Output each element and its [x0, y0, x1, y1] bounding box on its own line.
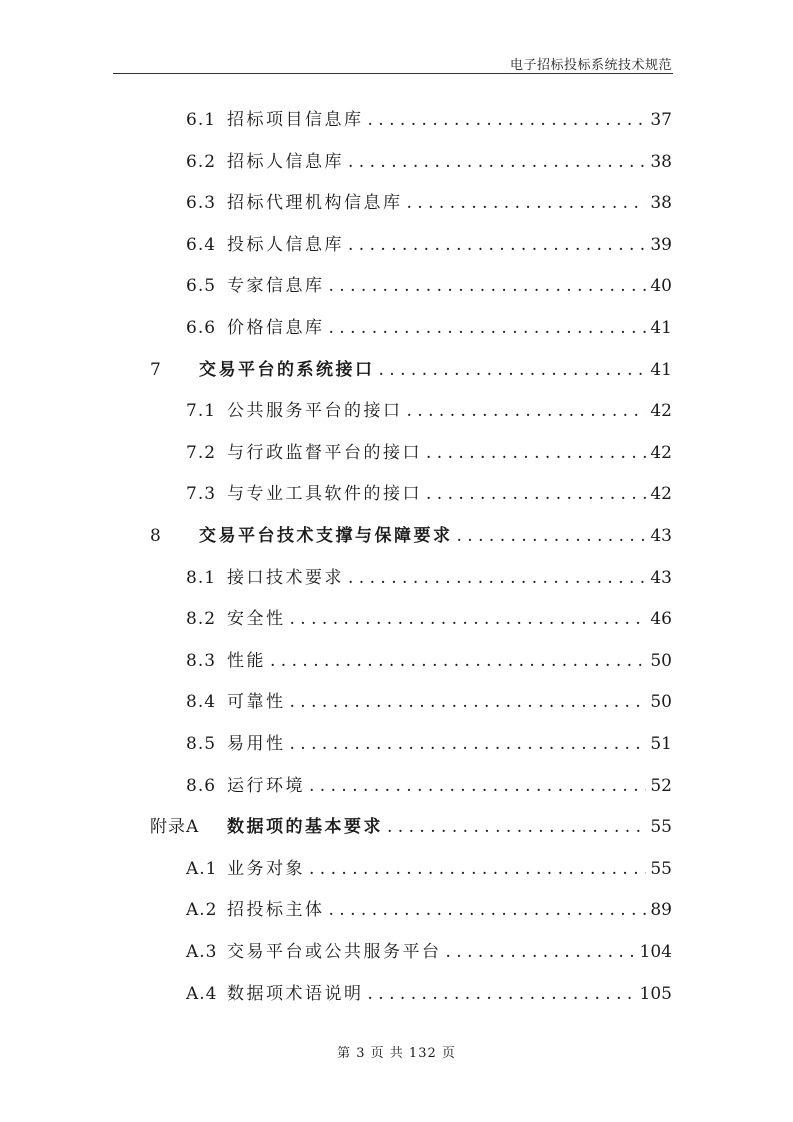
toc-entry-page: 41 [650, 359, 672, 380]
toc-entry[interactable] [150, 521, 672, 547]
toc-entry[interactable] [186, 105, 672, 131]
toc-leader-dots [309, 776, 646, 796]
toc-entry[interactable] [186, 147, 672, 173]
toc-entry-title: 招标项目信息库 [227, 110, 364, 130]
toc-entry-number: A.2 [186, 900, 218, 921]
page-footer: 第 3 页 共 132 页 [337, 1046, 456, 1061]
toc-leader-dots [407, 401, 647, 421]
toc-entry-number: 6.1 [186, 110, 217, 130]
toc-entry-title: 与行政监督平台的接口 [227, 442, 422, 463]
toc-leader-dots [446, 942, 636, 962]
toc-entry-page: 42 [650, 484, 672, 505]
toc-entry-number: 8.3 [186, 650, 217, 671]
toc-entry[interactable] [150, 355, 672, 381]
toc-entry-title: 可靠性 [227, 692, 286, 713]
toc-leader-dots [329, 276, 647, 296]
toc-entry-number: 6.3 [186, 193, 217, 214]
toc-entry[interactable] [186, 771, 672, 797]
toc-entry-title: 运行环境 [227, 775, 305, 796]
toc-leader-dots [368, 984, 636, 1004]
toc-entry[interactable] [186, 604, 672, 630]
toc-leader-dots [290, 734, 647, 754]
toc-entry-number: 附录A [150, 817, 200, 838]
toc-entry[interactable] [186, 396, 672, 422]
toc-leader-dots [426, 443, 646, 463]
toc-leader-dots [457, 526, 647, 546]
toc-leader-dots [348, 152, 646, 172]
toc-entry-number: 7 [150, 359, 162, 380]
toc-entry[interactable] [186, 687, 672, 713]
toc-entry-number: 6.5 [186, 276, 217, 297]
toc-entry-page: 50 [650, 692, 672, 713]
toc-entry[interactable] [186, 854, 672, 880]
toc-entry-title: 接口技术要求 [227, 567, 344, 588]
toc-entry-title: 安全性 [227, 609, 286, 630]
toc-entry-page: 52 [650, 775, 672, 796]
toc-entry-title: 招标人信息库 [227, 151, 344, 172]
toc-entry-number: 6.6 [186, 318, 217, 338]
toc-entry[interactable] [186, 313, 672, 339]
toc-leader-dots [387, 817, 646, 837]
toc-entry-title: 价格信息库 [227, 318, 325, 338]
toc-entry-title: 易用性 [227, 734, 286, 754]
toc-entry-page: 105 [639, 983, 672, 1004]
toc-leader-dots [290, 609, 647, 629]
toc-entry-page: 46 [650, 609, 672, 630]
toc-entry-title: 数据项的基本要求 [227, 817, 383, 838]
toc-entry[interactable] [186, 937, 672, 963]
toc-entry-page: 43 [650, 567, 672, 588]
toc-entry-title: 与专业工具软件的接口 [227, 484, 422, 505]
toc-entry-number: A.3 [186, 942, 218, 962]
toc-entry-title: 性能 [227, 650, 266, 671]
toc-entry-page: 42 [650, 401, 672, 422]
toc-entry-page: 42 [650, 442, 672, 463]
toc-leader-dots [348, 235, 646, 255]
toc-leader-dots [309, 859, 646, 879]
toc-entry[interactable] [186, 188, 672, 214]
toc-entry-page: 104 [639, 942, 672, 962]
toc-leader-dots [329, 318, 647, 338]
toc-entry[interactable] [150, 812, 672, 838]
toc-entry-title: 投标人信息库 [227, 234, 344, 255]
toc-entry-page: 37 [650, 110, 672, 130]
toc-entry-title: 专家信息库 [227, 276, 325, 297]
toc-entry-number: A.4 [186, 983, 218, 1004]
toc-entry-title: 业务对象 [227, 858, 305, 879]
toc-leader-dots [368, 110, 647, 130]
toc-entry-page: 55 [650, 858, 672, 879]
toc-entry-page: 51 [650, 734, 672, 754]
toc-entry-number: 7.2 [186, 442, 217, 463]
toc-entry-page: 39 [650, 234, 672, 255]
toc-leader-dots [270, 651, 646, 671]
toc-entry[interactable] [186, 563, 672, 589]
toc-leader-dots [329, 900, 647, 920]
toc-entry[interactable] [186, 729, 672, 755]
toc-leader-dots [426, 484, 646, 504]
toc-entry-number: 7.1 [186, 401, 217, 422]
toc-entry[interactable] [186, 646, 672, 672]
toc-entry-number: 8.5 [186, 734, 217, 754]
toc-entry-page: 40 [650, 276, 672, 297]
toc-entry[interactable] [186, 230, 672, 256]
toc-entry[interactable] [186, 271, 672, 297]
toc-entry[interactable] [186, 479, 672, 505]
toc-entry-number: 8.6 [186, 775, 217, 796]
toc-entry-number: 6.2 [186, 151, 217, 172]
toc-entry-title: 交易平台或公共服务平台 [227, 942, 442, 962]
toc-entry[interactable] [186, 895, 672, 921]
toc-entry-number: 7.3 [186, 484, 217, 505]
toc-leader-dots [379, 360, 647, 380]
toc-entry-title: 交易平台的系统接口 [199, 359, 375, 380]
toc-entry-title: 公共服务平台的接口 [227, 401, 403, 422]
toc-entry-page: 41 [650, 318, 672, 338]
toc-entry-title: 数据项术语说明 [227, 983, 364, 1004]
toc-entry-page: 38 [650, 193, 672, 214]
toc-entry-number: 8 [150, 526, 162, 546]
toc-leader-dots [290, 692, 647, 712]
toc-entry-number: 8.2 [186, 609, 217, 630]
toc-entry-number: 6.4 [186, 234, 217, 255]
toc-entry-page: 43 [650, 526, 672, 546]
toc-entry-page: 38 [650, 151, 672, 172]
header-rule [113, 73, 673, 74]
toc-entry-number: 8.4 [186, 692, 217, 713]
toc-entry-title: 招投标主体 [227, 900, 325, 921]
toc-leader-dots [407, 193, 647, 213]
toc-entry[interactable] [186, 438, 672, 464]
toc-leader-dots [348, 568, 646, 588]
toc-entry-title: 招标代理机构信息库 [227, 193, 403, 214]
toc-entry-title: 交易平台技术支撑与保障要求 [199, 526, 453, 546]
toc-entry-number: A.1 [186, 858, 218, 879]
toc-entry-page: 55 [650, 817, 672, 838]
running-header-title: 电子招标投标系统技术规范 [509, 58, 672, 73]
toc-entry-number: 8.1 [186, 567, 217, 588]
toc-entry-page: 50 [650, 650, 672, 671]
toc-entry[interactable] [186, 979, 672, 1005]
toc-entry-page: 89 [650, 900, 672, 921]
